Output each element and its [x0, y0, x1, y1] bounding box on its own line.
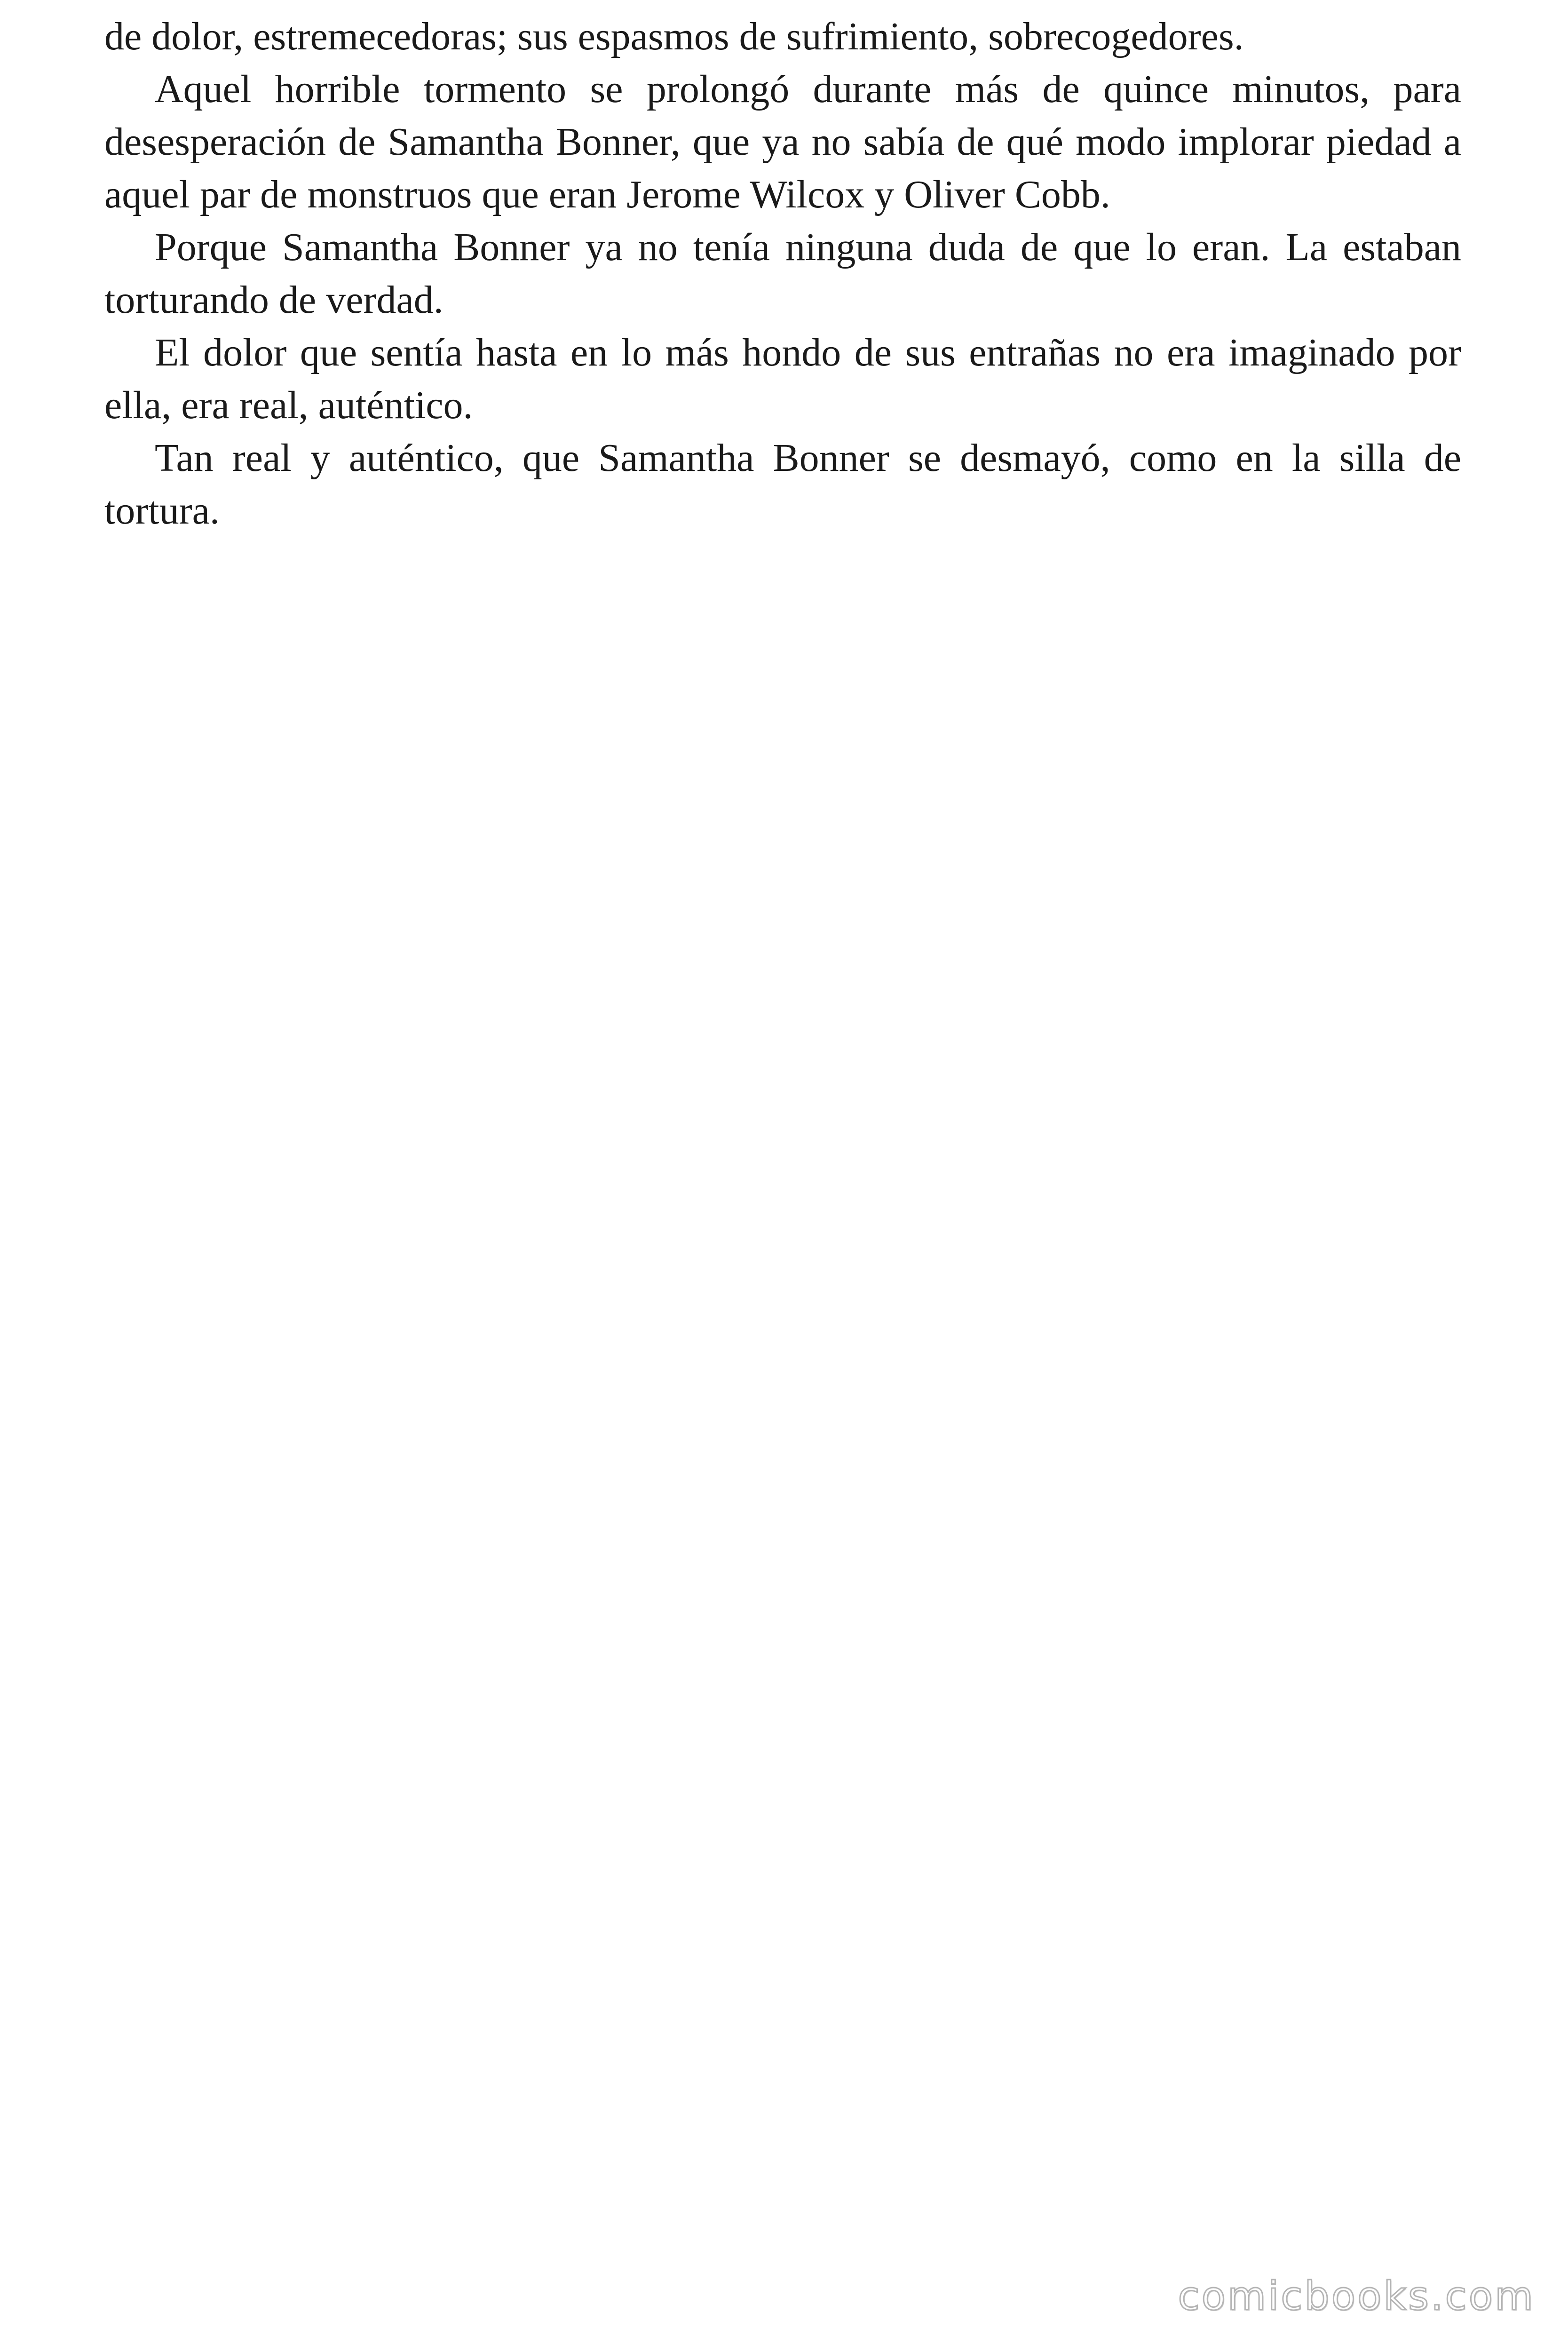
paragraph: El dolor que sentía hasta en lo más hondo de sus entrañas no era imaginado por ella, era real, auténtico.	[104, 331, 1461, 427]
body-text	[104, 10, 1461, 537]
paragraph: Aquel horrible tormento se prolongó durante más de quince minutos, para desesperación de Samantha Bonner, que ya no sabía de qué modo implorar piedad a aquel par de monstruos que eran Jerome Wilcox y Oliver Cobb.	[104, 67, 1461, 216]
paragraph: Tan real y auténtico, que Samantha Bonner se desmayó, como en la silla de tortura.	[104, 436, 1461, 532]
paragraph: Porque Samantha Bonner ya no tenía ninguna duda de que lo eran. La estaban torturando de verdad.	[104, 225, 1461, 322]
paragraph-continuation: de dolor, estremecedoras; sus espasmos de sufrimiento, sobrecogedores.	[104, 15, 1244, 58]
watermark-logo: comicbooks.com	[1178, 2273, 1535, 2319]
